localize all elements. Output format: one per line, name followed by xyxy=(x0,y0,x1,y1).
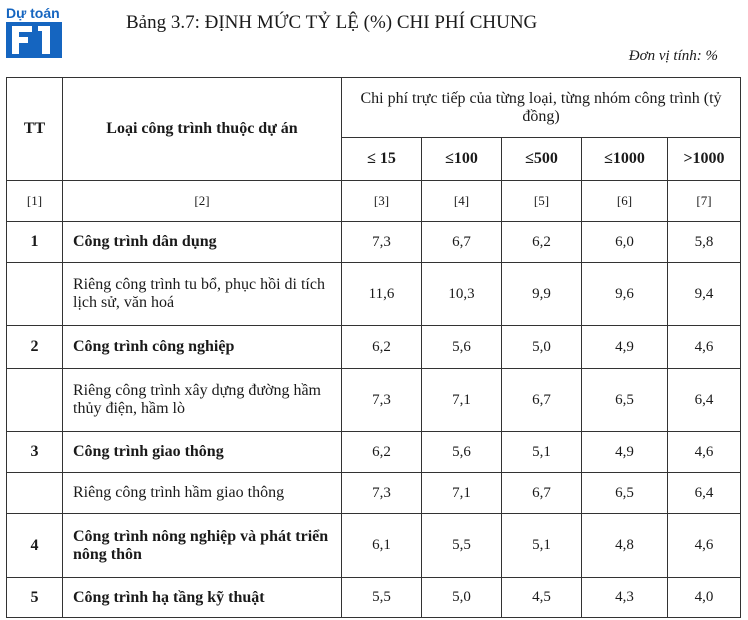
index-cell: [3] xyxy=(342,181,422,222)
header-category: Loại công trình thuộc dự án xyxy=(63,78,342,181)
header-col-3: ≤500 xyxy=(502,138,582,181)
row-category: Riêng công trình tu bổ, phục hồi di tích lịch sử, văn hoá xyxy=(63,263,342,326)
row-value-col-1: 6,2 xyxy=(342,432,422,473)
row-tt xyxy=(7,263,63,326)
row-tt xyxy=(7,473,63,514)
row-value-col-3: 6,7 xyxy=(502,369,582,432)
cost-rate-table xyxy=(6,77,741,618)
row-value-col-5: 6,4 xyxy=(668,473,741,514)
row-value-col-5: 9,4 xyxy=(668,263,741,326)
table-row xyxy=(7,432,741,473)
row-category: Riêng công trình hầm giao thông xyxy=(63,473,342,514)
row-value-col-1: 11,6 xyxy=(342,263,422,326)
row-value-col-3: 9,9 xyxy=(502,263,582,326)
table-row xyxy=(7,369,741,432)
row-value-col-2: 6,7 xyxy=(422,222,502,263)
row-value-col-3: 5,1 xyxy=(502,432,582,473)
row-category: Công trình giao thông xyxy=(63,432,342,473)
row-tt: 3 xyxy=(7,432,63,473)
header-col-5: >1000 xyxy=(668,138,741,181)
logo-text: Dự toán xyxy=(6,5,60,21)
row-value-col-4: 4,3 xyxy=(582,578,668,618)
header-col-1: ≤ 15 xyxy=(342,138,422,181)
row-value-col-2: 5,6 xyxy=(422,326,502,369)
table-row xyxy=(7,222,741,263)
table-row xyxy=(7,326,741,369)
header-col-2: ≤100 xyxy=(422,138,502,181)
row-value-col-1: 7,3 xyxy=(342,369,422,432)
row-value-col-3: 5,0 xyxy=(502,326,582,369)
index-cell: [2] xyxy=(63,181,342,222)
row-category: Riêng công trình xây dựng đường hầm thủy điện, hầm lò xyxy=(63,369,342,432)
row-value-col-5: 4,6 xyxy=(668,326,741,369)
row-value-col-2: 7,1 xyxy=(422,473,502,514)
row-value-col-1: 7,3 xyxy=(342,473,422,514)
row-value-col-4: 9,6 xyxy=(582,263,668,326)
header-col-4: ≤1000 xyxy=(582,138,668,181)
row-value-col-4: 4,9 xyxy=(582,326,668,369)
row-value-col-5: 4,6 xyxy=(668,432,741,473)
row-category: Công trình hạ tầng kỹ thuật xyxy=(63,578,342,618)
row-tt: 5 xyxy=(7,578,63,618)
row-value-col-4: 4,9 xyxy=(582,432,668,473)
row-value-col-1: 6,1 xyxy=(342,514,422,578)
row-tt: 2 xyxy=(7,326,63,369)
row-tt xyxy=(7,369,63,432)
row-value-col-5: 4,0 xyxy=(668,578,741,618)
row-value-col-4: 4,8 xyxy=(582,514,668,578)
row-value-col-1: 7,3 xyxy=(342,222,422,263)
index-cell: [4] xyxy=(422,181,502,222)
table-row xyxy=(7,263,741,326)
index-cell: [7] xyxy=(668,181,741,222)
row-value-col-5: 5,8 xyxy=(668,222,741,263)
table-row xyxy=(7,514,741,578)
unit-label: Đơn vị tính: % xyxy=(628,48,718,64)
row-value-col-2: 5,6 xyxy=(422,432,502,473)
header-tt: TT xyxy=(7,78,63,181)
index-row xyxy=(7,181,741,222)
row-value-col-3: 6,7 xyxy=(502,473,582,514)
row-value-col-3: 6,2 xyxy=(502,222,582,263)
row-tt: 4 xyxy=(7,514,63,578)
index-cell: [6] xyxy=(582,181,668,222)
row-value-col-4: 6,0 xyxy=(582,222,668,263)
index-cell: [1] xyxy=(7,181,63,222)
row-value-col-3: 4,5 xyxy=(502,578,582,618)
row-value-col-2: 10,3 xyxy=(422,263,502,326)
row-value-col-2: 5,0 xyxy=(422,578,502,618)
row-value-col-5: 4,6 xyxy=(668,514,741,578)
row-value-col-4: 6,5 xyxy=(582,369,668,432)
row-category: Công trình nông nghiệp và phát triển nông thôn xyxy=(63,514,342,578)
row-value-col-1: 5,5 xyxy=(342,578,422,618)
row-value-col-1: 6,2 xyxy=(342,326,422,369)
table-row xyxy=(7,578,741,618)
table-row xyxy=(7,473,741,514)
row-category: Công trình công nghiệp xyxy=(63,326,342,369)
row-value-col-5: 6,4 xyxy=(668,369,741,432)
row-value-col-4: 6,5 xyxy=(582,473,668,514)
row-category: Công trình dân dụng xyxy=(63,222,342,263)
header-group: Chi phí trực tiếp của từng loại, từng nhóm công trình (tỷ đồng) xyxy=(342,78,741,138)
row-value-col-2: 7,1 xyxy=(422,369,502,432)
table-title: Bảng 3.7: ĐỊNH MỨC TỶ LỆ (%) CHI PHÍ CHUNG xyxy=(126,12,538,33)
index-cell: [5] xyxy=(502,181,582,222)
row-tt: 1 xyxy=(7,222,63,263)
logo xyxy=(2,2,66,60)
row-value-col-3: 5,1 xyxy=(502,514,582,578)
row-value-col-2: 5,5 xyxy=(422,514,502,578)
